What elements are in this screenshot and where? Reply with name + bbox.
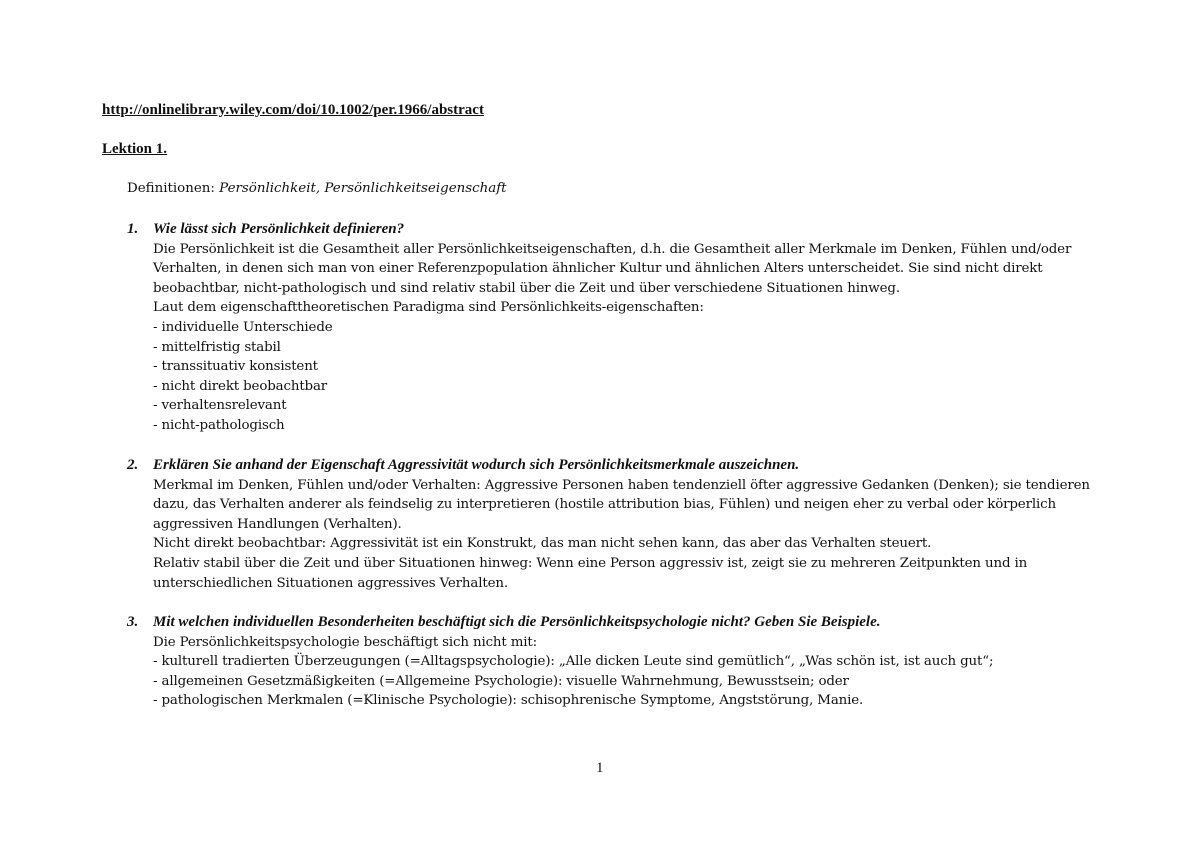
list-item: - kulturell tradierten Überzeugungen (=Alltagspsychologie): „Alle dicken Leute sind gemütlich“, „Was schön ist, ist auch gut“; — [153, 654, 994, 670]
question-number: 2. — [127, 457, 139, 473]
question-2 — [127, 456, 1117, 593]
list-item: - pathologischen Merkmalen (=Klinische Psychologie): schisophrenische Symptome, Angststörung, Manie. — [153, 693, 864, 709]
question-title: Erklären Sie anhand der Eigenschaft Aggressivität wodurch sich Persönlichkeitsmerkmale auszeichnen. — [153, 457, 800, 473]
answer-paragraph: Merkmal im Denken, Fühlen und/oder Verhalten: Aggressive Personen haben tendenziell öfter aggressive Gedanken (Denken); sie tendieren dazu, das Verhalten anderer als feindselig zu interpretieren (hostile attribution bias, Fühlen) und neigen eher zu verbal oder körperlich aggressiven Handlungen (Verhalten). — [153, 477, 1090, 532]
question-number: 1. — [127, 221, 139, 237]
question-3 — [127, 613, 1117, 711]
answer-paragraph: Laut dem eigenschafttheoretischen Paradigma sind Persönlichkeits-eigenschaften: — [153, 300, 704, 316]
list-item: - allgemeinen Gesetzmäßigkeiten (=Allgemeine Psychologie): visuelle Wahrnehmung, Bewusstsein; oder — [153, 673, 849, 689]
question-number: 3. — [127, 614, 139, 630]
list-item: - verhaltensrelevant — [153, 398, 287, 414]
exclusion-list — [153, 652, 1117, 711]
question-3-answer — [153, 633, 1117, 711]
question-title: Mit welchen individuellen Besonderheiten beschäftigt sich die Persönlichkeitspsychologie nicht? Geben Sie Beispiele. — [153, 614, 881, 630]
list-item: - nicht direkt beobachtbar — [153, 378, 328, 394]
list-item: - nicht-pathologisch — [153, 417, 285, 433]
list-item: - transsituativ konsistent — [153, 359, 318, 375]
lesson-title: Lektion 1. — [102, 141, 168, 157]
definitions-line — [127, 179, 507, 199]
question-2-heading — [127, 456, 1117, 476]
question-1 — [127, 220, 1117, 436]
definitions-label: Definitionen: — [127, 181, 220, 196]
question-1-heading — [127, 220, 1117, 240]
question-2-answer — [153, 476, 1117, 594]
list-item: - individuelle Unterschiede — [153, 319, 333, 335]
question-1-answer — [153, 240, 1117, 436]
answer-paragraph: Nicht direkt beobachtbar: Aggressivität ist ein Konstrukt, das man nicht sehen kann, das aber das Verhalten steuert. — [153, 536, 932, 552]
answer-paragraph: Die Persönlichkeit ist die Gesamtheit aller Persönlichkeitseigenschaften, d.h. die Gesamtheit aller Merkmale im Denken, Fühlen und/oder Verhalten, in denen sich man von einer Referenzpopulation ähnlicher Kultur und ähnlichen Alters unterscheidet. Sie sind nicht direkt beobachtbar, nicht-pathologisch und sind relativ stabil über die Zeit und über verschiedene Situationen hinweg. — [153, 241, 1072, 296]
list-item: - mittelfristig stabil — [153, 339, 281, 355]
definitions-terms: Persönlichkeit, Persönlichkeitseigenschaft — [219, 181, 507, 196]
answer-paragraph: Relativ stabil über die Zeit und über Situationen hinweg: Wenn eine Person aggressiv ist, zeigt sie zu mehreren Zeitpunkten und in unterschiedlichen Situationen aggressives Verhalten. — [153, 555, 1028, 591]
answer-paragraph: Die Persönlichkeitspsychologie beschäftigt sich nicht mit: — [153, 634, 538, 650]
question-3-heading — [127, 613, 1117, 633]
page-number: 1 — [596, 760, 604, 776]
trait-list — [153, 318, 1117, 436]
reference-link[interactable]: http://onlinelibrary.wiley.com/doi/10.1002/per.1966/abstract — [102, 102, 484, 118]
question-title: Wie lässt sich Persönlichkeit definieren? — [153, 221, 405, 237]
